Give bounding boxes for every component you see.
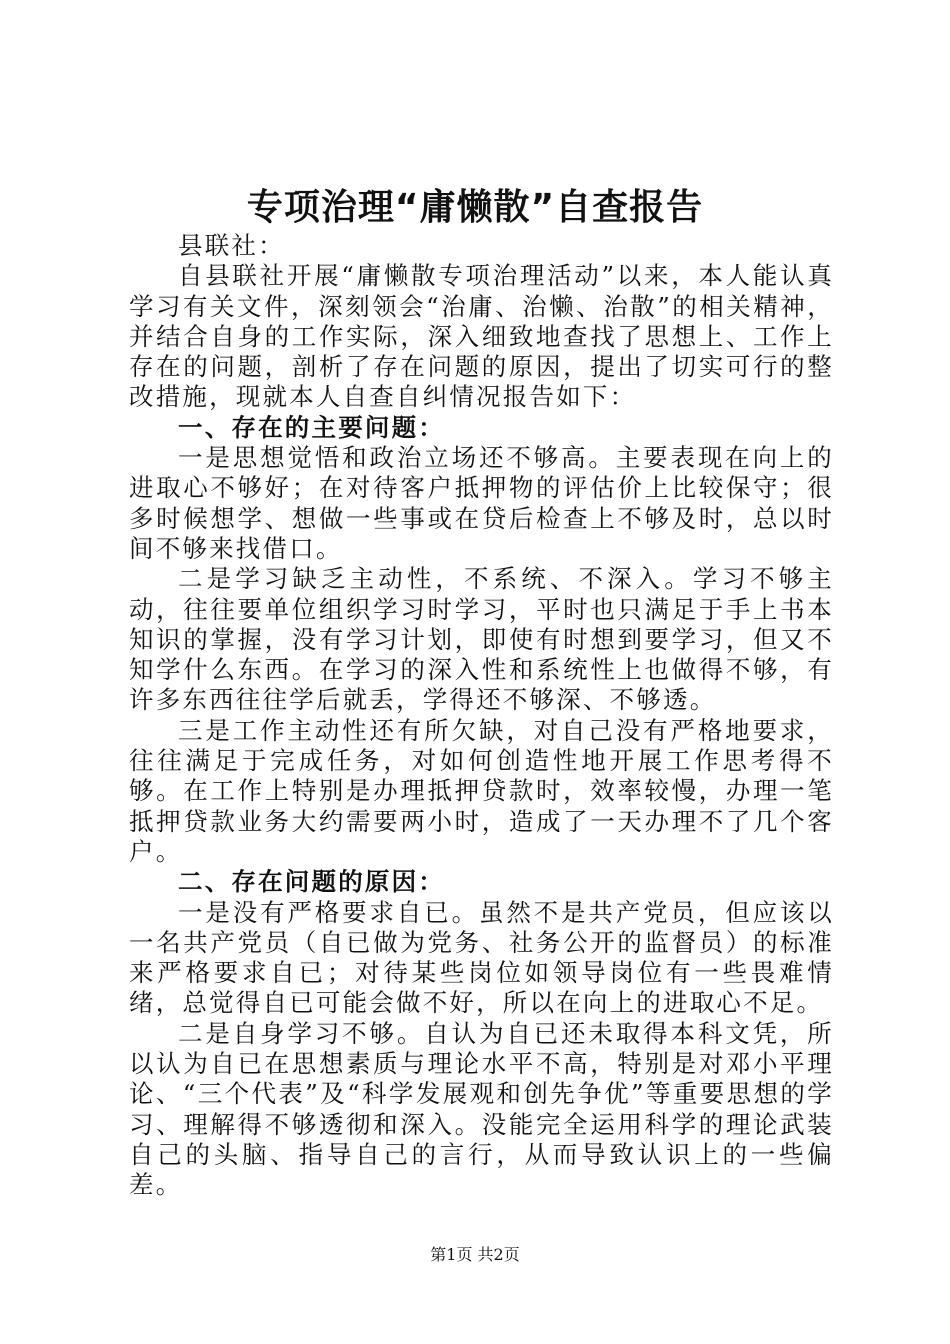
problem-paragraph-2: 二是学习缺乏主动性，不系统、不深入。学习不够主动，往往要单位组织学习时学习，平时也只满足于手上书本知识的掌握，没有学习计划，即使有时想到要学习，但又不知学什么东西。在学习的深入性和系统性上也做得不够，有许多东西往往学后就丢，学得还不够深、不够透。 <box>129 564 834 715</box>
section-heading-causes: 二、存在问题的原因： <box>178 867 445 897</box>
document-title: 专项治理“庸懒散”自查报告 <box>246 187 704 228</box>
intro-paragraph: 自县联社开展“庸懒散专项治理活动”以来，本人能认真学习有关文件，深刻领会“治庸、治懒、治散”的相关精神，并结合自身的工作实际，深入细致地查找了思想上、工作上存在的问题，剖析了存在问题的原因，提出了切实可行的整改措施，现就本人自查自纠情况报告如下： <box>129 261 834 412</box>
problem-paragraph-1: 一是思想觉悟和政治立场还不够高。主要表现在向上的进取心不够好；在对待客户抵押物的评估价上比较保守；很多时候想学、想做一些事或在贷后检查上不够及时，总以时间不够来找借口。 <box>129 443 834 563</box>
section-heading-problems: 一、存在的主要问题： <box>178 412 445 442</box>
page-footer: 第1页 共2页 <box>430 1245 520 1264</box>
salutation: 县联社： <box>178 231 285 260</box>
document-body <box>129 231 834 1201</box>
cause-paragraph-2: 二是自身学习不够。自认为自已还未取得本科文凭，所以认为自已在思想素质与理论水平不高，特别是对邓小平理论、“三个代表”及“科学发展观和创先争优”等重要思想的学习、理解得不够透彻和深入。没能完全运用科学的理论武装自己的头脑、指导自己的言行，从而导致认识上的一些偏差。 <box>129 1018 834 1200</box>
problem-paragraph-3: 三是工作主动性还有所欠缺，对自己没有严格地要求，往往满足于完成任务，对如何创造性地开展工作思考得不够。在工作上特别是办理抵押贷款时，效率较慢，办理一笔抵押贷款业务大约需要两小时，造成了一天办理不了几个客户。 <box>129 715 834 866</box>
cause-paragraph-1: 一是没有严格要求自已。虽然不是共产党员，但应该以一名共产党员（自已做为党务、社务公开的监督员）的标准来严格要求自已；对待某些岗位如领导岗位有一些畏难情绪，总觉得自已可能会做不好，所以在向上的进取心不足。 <box>129 897 834 1018</box>
